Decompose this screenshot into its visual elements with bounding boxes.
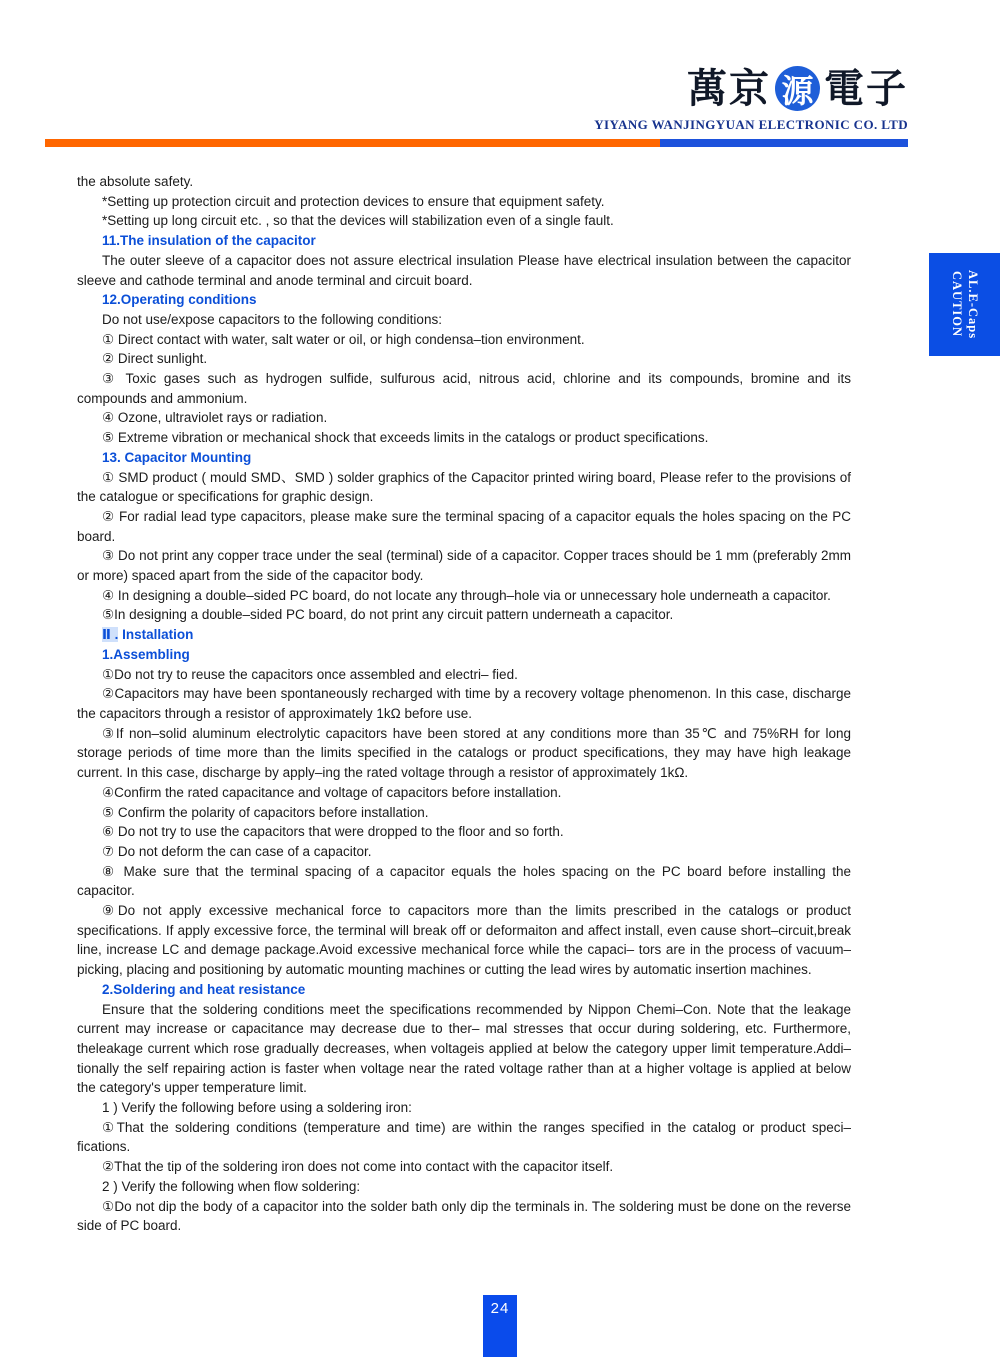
body-paragraph: ② Direct sunlight.: [102, 351, 208, 367]
section-heading: 12.Operating conditions: [102, 292, 257, 308]
section-heading: 11.The insulation of the capacitor: [102, 233, 316, 249]
company-name: YIYANG WANJINGYUAN ELECTRONIC CO. LTD: [594, 117, 908, 132]
header-rule-orange-segment: [45, 139, 660, 147]
caution-side-tab: [929, 253, 1000, 356]
body-paragraph: ①Do not dip the body of a capacitor into the solder bath only dip the terminals in. The soldering must be done on the reverse side of PC board.: [77, 1198, 851, 1234]
body-paragraph: ⑤ Extreme vibration or mechanical shock that exceeds limits in the catalogs or product specifications.: [102, 430, 709, 446]
section-heading: 1.Assembling: [102, 646, 190, 662]
body-paragraph: ②That the tip of the soldering iron does not come into contact with the capacitor itself.: [102, 1159, 614, 1175]
body-paragraph: ①Do not try to reuse the capacitors once assembled and electri– fied.: [102, 666, 518, 682]
page-number-box: [483, 1295, 517, 1357]
body-paragraph: Do not use/expose capacitors to the following conditions:: [102, 311, 442, 327]
section-heading: Ⅱ . Installation: [102, 627, 194, 643]
body-paragraph: The outer sleeve of a capacitor does not assure electrical insulation Please have electrical insulation between the capacitor sleeve and cathode terminal and anode terminal and circuit board.: [77, 252, 851, 288]
body-paragraph: ② For radial lead type capacitors, please make sure the terminal spacing of a capacitor equals the holes spacing on the PC board.: [77, 508, 851, 544]
body-paragraph: 1 ) Verify the following before using a soldering iron:: [102, 1100, 412, 1116]
body-paragraph: ⑤In designing a double–sided PC board, do not print any circuit pattern underneath a capacitor.: [102, 607, 674, 623]
body-paragraph: ①That the soldering conditions (temperature and time) are within the ranges specified in the catalog or product speci–fications.: [77, 1119, 851, 1155]
header-rule-blue-segment: [660, 139, 908, 147]
body-paragraph: *Setting up long circuit etc. , so that the devices will stabilization even of a single fault.: [102, 213, 614, 229]
document-body: [77, 172, 851, 1236]
body-paragraph: ④ Ozone, ultraviolet rays or radiation.: [102, 410, 328, 426]
logo-circle-icon: 源: [775, 66, 820, 111]
body-paragraph: ④Confirm the rated capacitance and voltage of capacitors before installation.: [102, 784, 562, 800]
caution-tab-line2: AL.E-Caps: [966, 269, 980, 340]
body-paragraph: ⑦ Do not deform the can case of a capacitor.: [102, 843, 372, 859]
heading-mark: Ⅱ .: [102, 627, 119, 643]
section-heading: 13. Capacitor Mounting: [102, 449, 252, 465]
section-heading: 2.Soldering and heat resistance: [102, 981, 306, 997]
body-paragraph: ⑧ Make sure that the terminal spacing of a capacitor equals the holes spacing on the PC board before installing the capacitor.: [77, 863, 851, 899]
logo-cjk-left: 萬京: [687, 65, 771, 112]
body-paragraph: Ensure that the soldering conditions meet the specifications recommended by Nippon Chemi–Con. Note that the leakage current may increase or capacitance may decrease due to ther– mal stresses that occur during soldering, etc. Furthermore, theleakage current which rose gradually decreases, when voltageis applied at below the category upper limit temperature.Addi–tionally the self repairing action is faster when voltage near the rated voltage rather than at a higher voltage is applied at below the category's upper temperature limit.: [77, 1001, 851, 1096]
body-paragraph: ③If non–solid aluminum electrolytic capacitors have been stored at any conditions more than 35℃ and 75%RH for long storage periods of time more than the limits specified in the catalogs or product specifications, they may have high leakage current. In this case, discharge by apply–ing the rated voltage through a resistor of approximately 1kΩ.: [77, 725, 851, 781]
body-paragraph: the absolute safety.: [77, 174, 194, 189]
body-paragraph: ③ Do not print any copper trace under the seal (terminal) side of a capacitor. Copper traces should be 1 mm (preferably 2mm or more) spaced apart from the side of the capacitor body.: [77, 548, 851, 584]
body-paragraph: ① SMD product ( mould SMD、SMD ) solder graphics of the Capacitor printed wiring board, Please refer to the provisions of the catalogue or specifications for graphic design.: [77, 469, 851, 505]
body-paragraph: ②Capacitors may have been spontaneously recharged with time by a recovery voltage phenomenon. In this case, discharge the capacitors through a resistor of approximately 1kΩ before use.: [77, 686, 851, 721]
page-number: 24: [490, 1300, 510, 1317]
body-paragraph: ⑤ Confirm the polarity of capacitors before installation.: [102, 804, 429, 820]
body-paragraph: ③ Toxic gases such as hydrogen sulfide, sulfurous acid, nitrous acid, chlorine and its compounds, bromine and its compounds and ammonium.: [77, 371, 851, 406]
body-paragraph: ⑥ Do not try to use the capacitors that were dropped to the floor and so forth.: [102, 824, 564, 840]
body-paragraph: ④ In designing a double–sided PC board, do not locate any through–hole via or unnecessary hole underneath a capacitor.: [102, 587, 831, 603]
caution-tab-line1: CAUTION: [950, 271, 964, 338]
body-paragraph: 2 ) Verify the following when flow soldering:: [102, 1178, 361, 1194]
caution-side-tab-text: [948, 270, 981, 339]
header-rule: [45, 139, 908, 147]
company-logo: [594, 66, 908, 111]
logo-cjk-right: 電子: [824, 65, 908, 112]
body-paragraph: ① Direct contact with water, salt water or oil, or high condensa–tion environment.: [102, 331, 585, 347]
body-paragraph: ⑨Do not apply excessive mechanical force to capacitors more than the limits prescribed in the catalogs or product specifications. If apply excessive force, the terminal will break off or deformaiton and affect install, even cause short–circuit,break line, increase LC and demage package.Avoid excessive mechanical force while the capaci– tors are in the process of vacuum–picking, placing and positioning by automatic mounting machines or cutting the lead wires by automatic insertion machines.: [77, 903, 851, 978]
body-paragraph: *Setting up protection circuit and protection devices to ensure that equipment safety.: [102, 193, 605, 209]
header: [594, 66, 908, 133]
